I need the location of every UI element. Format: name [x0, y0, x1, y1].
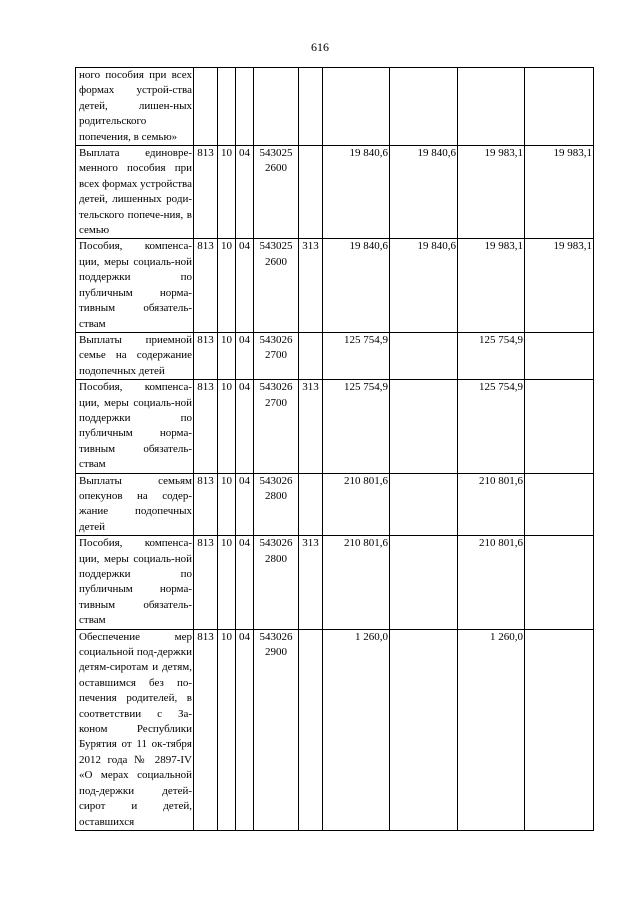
amount-cell-3: 125 754,9 [458, 380, 525, 473]
table-row [76, 629, 594, 830]
section-code-cell: 10 [218, 380, 236, 473]
expense-type-cell: 313 [299, 536, 323, 629]
section-code-cell: 10 [218, 473, 236, 536]
amount-cell-3: 125 754,9 [458, 332, 525, 379]
amount-cell-3: 19 983,1 [458, 146, 525, 239]
amount-cell-1: 210 801,6 [323, 473, 390, 536]
subsection-code-cell: 04 [236, 332, 254, 379]
subsection-code-cell: 04 [236, 239, 254, 332]
section-code-cell: 10 [218, 146, 236, 239]
amount-cell-4: 19 983,1 [525, 239, 594, 332]
subsection-code-cell: 04 [236, 146, 254, 239]
section-code-cell: 10 [218, 239, 236, 332]
subsection-code-cell: 04 [236, 473, 254, 536]
amount-cell-2 [390, 473, 458, 536]
admin-code-cell: 813 [194, 380, 218, 473]
table-row [76, 380, 594, 473]
amount-cell-4 [525, 536, 594, 629]
target-article-cell: 543026 2700 [254, 332, 299, 379]
expense-type-cell [299, 68, 323, 146]
amount-cell-1 [323, 68, 390, 146]
table-row [76, 536, 594, 629]
amount-cell-2 [390, 68, 458, 146]
admin-code-cell: 813 [194, 536, 218, 629]
subsection-code-cell: 04 [236, 536, 254, 629]
target-article-cell: 543026 2800 [254, 536, 299, 629]
expense-type-cell: 313 [299, 239, 323, 332]
subsection-code-cell [236, 68, 254, 146]
amount-cell-4 [525, 68, 594, 146]
section-code-cell: 10 [218, 629, 236, 830]
section-code-cell: 10 [218, 332, 236, 379]
admin-code-cell: 813 [194, 146, 218, 239]
amount-cell-1: 19 840,6 [323, 239, 390, 332]
table-row [76, 146, 594, 239]
target-article-cell: 543026 2800 [254, 473, 299, 536]
amount-cell-1: 125 754,9 [323, 380, 390, 473]
amount-cell-3 [458, 68, 525, 146]
amount-cell-2: 19 840,6 [390, 239, 458, 332]
description-cell: Выплаты семьям опекунов на содер-жание подопечных детей [76, 473, 194, 536]
admin-code-cell: 813 [194, 629, 218, 830]
description-cell: Пособия, компенса-ции, меры социаль-ной поддержки по публичным норма-тивным обязатель-ствам [76, 536, 194, 629]
amount-cell-2 [390, 380, 458, 473]
subsection-code-cell: 04 [236, 629, 254, 830]
description-cell: Пособия, компенса-ции, меры социаль-ной поддержки по публичным норма-тивным обязатель-ствам [76, 239, 194, 332]
table-row [76, 473, 594, 536]
amount-cell-2 [390, 536, 458, 629]
amount-cell-2 [390, 332, 458, 379]
description-cell: Обеспечение мер социальной под-держки детям-сиротам и детям, оставшимся без по-печения родителей, в соответствии с За-коном Республики Бурятия от 11 ок-тября 2012 года № 2897-IV «О мерах социальной под-держки детей-сирот и детей, оставшихся [76, 629, 194, 830]
target-article-cell [254, 68, 299, 146]
amount-cell-3: 210 801,6 [458, 473, 525, 536]
expense-type-cell [299, 473, 323, 536]
amount-cell-4 [525, 629, 594, 830]
table-body [76, 68, 594, 831]
amount-cell-1: 210 801,6 [323, 536, 390, 629]
amount-cell-3: 210 801,6 [458, 536, 525, 629]
expense-type-cell [299, 332, 323, 379]
amount-cell-1: 125 754,9 [323, 332, 390, 379]
target-article-cell: 543025 2600 [254, 239, 299, 332]
expense-type-cell [299, 146, 323, 239]
amount-cell-4 [525, 473, 594, 536]
expense-type-cell [299, 629, 323, 830]
amount-cell-3: 1 260,0 [458, 629, 525, 830]
target-article-cell: 543025 2600 [254, 146, 299, 239]
admin-code-cell [194, 68, 218, 146]
expense-type-cell: 313 [299, 380, 323, 473]
amount-cell-1: 1 260,0 [323, 629, 390, 830]
admin-code-cell: 813 [194, 473, 218, 536]
section-code-cell [218, 68, 236, 146]
description-cell: Пособия, компенса-ции, меры социаль-ной поддержки по публичным норма-тивным обязатель-ствам [76, 380, 194, 473]
amount-cell-4 [525, 332, 594, 379]
amount-cell-4: 19 983,1 [525, 146, 594, 239]
section-code-cell: 10 [218, 536, 236, 629]
description-cell: ного пособия при всех формах устрой-ства детей, лишен-ных родительского попечения, в семью» [76, 68, 194, 146]
amount-cell-2 [390, 629, 458, 830]
amount-cell-1: 19 840,6 [323, 146, 390, 239]
target-article-cell: 543026 2900 [254, 629, 299, 830]
target-article-cell: 543026 2700 [254, 380, 299, 473]
description-cell: Выплата единовре-менного пособия при всех формах устройства детей, лишенных роди-тельского попече-ния, в семью [76, 146, 194, 239]
table-row [76, 239, 594, 332]
table-row [76, 68, 594, 146]
budget-table [75, 67, 594, 831]
amount-cell-3: 19 983,1 [458, 239, 525, 332]
table-row [76, 332, 594, 379]
description-cell: Выплаты приемной семье на содержание подопечных детей [76, 332, 194, 379]
admin-code-cell: 813 [194, 332, 218, 379]
page-number: 616 [311, 40, 329, 54]
amount-cell-4 [525, 380, 594, 473]
amount-cell-2: 19 840,6 [390, 146, 458, 239]
admin-code-cell: 813 [194, 239, 218, 332]
subsection-code-cell: 04 [236, 380, 254, 473]
